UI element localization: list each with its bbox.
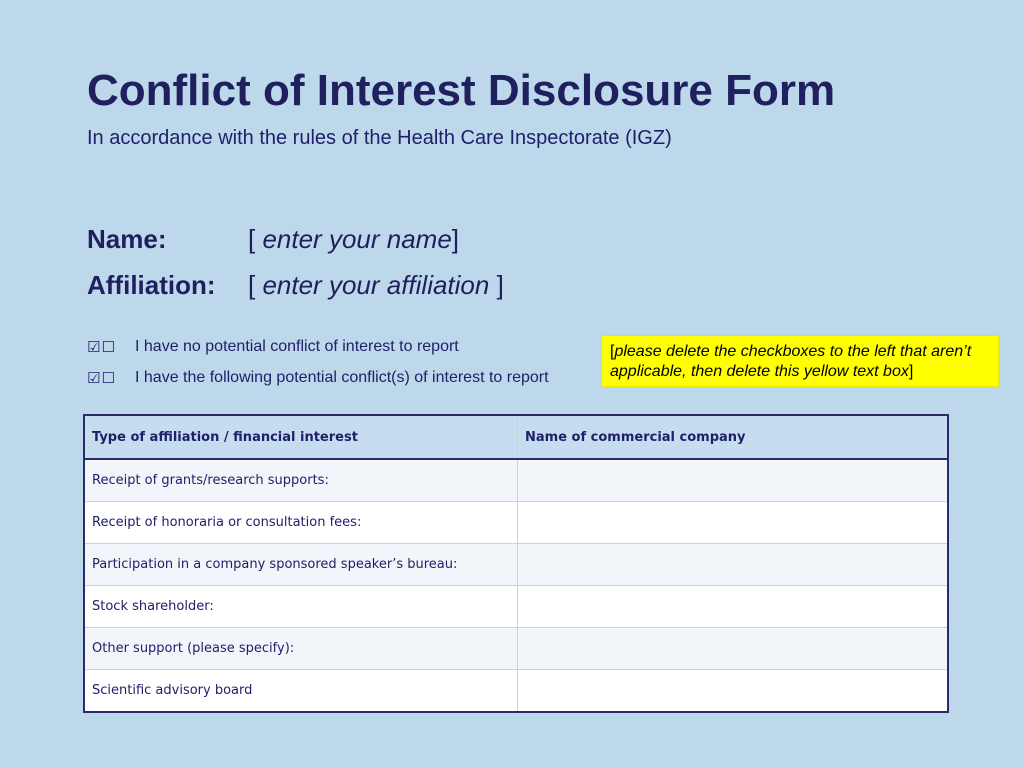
company-name-cell[interactable] xyxy=(518,628,948,670)
company-name-cell[interactable] xyxy=(518,586,948,628)
checkbox-icons[interactable]: ☑☐ xyxy=(87,369,116,387)
checkbox-icons[interactable]: ☑☐ xyxy=(87,338,116,356)
note-close-bracket: ] xyxy=(908,363,914,380)
table-row xyxy=(85,586,948,628)
company-name-cell[interactable] xyxy=(518,544,948,586)
row-label-cell: Receipt of honoraria or consultation fees: xyxy=(85,502,518,544)
page-subtitle: In accordance with the rules of the Health Care Inspectorate (IGZ) xyxy=(87,127,672,149)
checkbox-label: I have no potential conflict of interest to report xyxy=(135,338,459,355)
checkbox-row-no-conflict[interactable] xyxy=(87,338,459,356)
row-label-cell: Receipt of grants/research supports: xyxy=(85,459,518,502)
row-label-cell: Other support (please specify): xyxy=(85,628,518,670)
table-row xyxy=(85,459,948,502)
disclosure-table xyxy=(84,415,948,712)
affiliation-close-bracket: ] xyxy=(489,270,504,300)
table-header-row xyxy=(85,416,948,460)
affiliation-open-bracket: [ xyxy=(248,270,263,300)
name-open-bracket: [ xyxy=(248,224,263,254)
table-row xyxy=(85,544,948,586)
row-label-cell: Participation in a company sponsored speaker’s bureau: xyxy=(85,544,518,586)
table-row xyxy=(85,628,948,670)
name-label: Name: xyxy=(87,224,167,254)
company-name-cell[interactable] xyxy=(518,670,948,712)
company-name-cell[interactable] xyxy=(518,502,948,544)
checkbox-label: I have the following potential conflict(s) of interest to report xyxy=(135,369,549,386)
affiliation-field[interactable] xyxy=(248,270,504,301)
name-placeholder[interactable]: enter your name xyxy=(262,224,452,254)
name-close-bracket: ] xyxy=(451,224,460,254)
note-open-bracket: [ xyxy=(610,343,615,360)
row-label-cell: Stock shareholder: xyxy=(85,586,518,628)
table-row xyxy=(85,670,948,712)
name-field[interactable] xyxy=(248,224,459,255)
checkbox-row-has-conflict[interactable] xyxy=(87,369,549,387)
affiliation-label: Affiliation: xyxy=(87,270,216,300)
table-row xyxy=(85,502,948,544)
affiliation-placeholder[interactable]: enter your affiliation xyxy=(262,270,490,300)
company-name-cell[interactable] xyxy=(518,459,948,502)
note-text: please delete the checkboxes to the left that aren’t applicable, then delete this yellow text box xyxy=(610,343,972,380)
page-title: Conflict of Interest Disclosure Form xyxy=(87,66,836,115)
column-header-company-name: Name of commercial company xyxy=(518,416,948,460)
column-header-affiliation-type: Type of affiliation / financial interest xyxy=(85,416,518,460)
row-label-cell: Scientific advisory board xyxy=(85,670,518,712)
instruction-note[interactable] xyxy=(601,335,999,387)
